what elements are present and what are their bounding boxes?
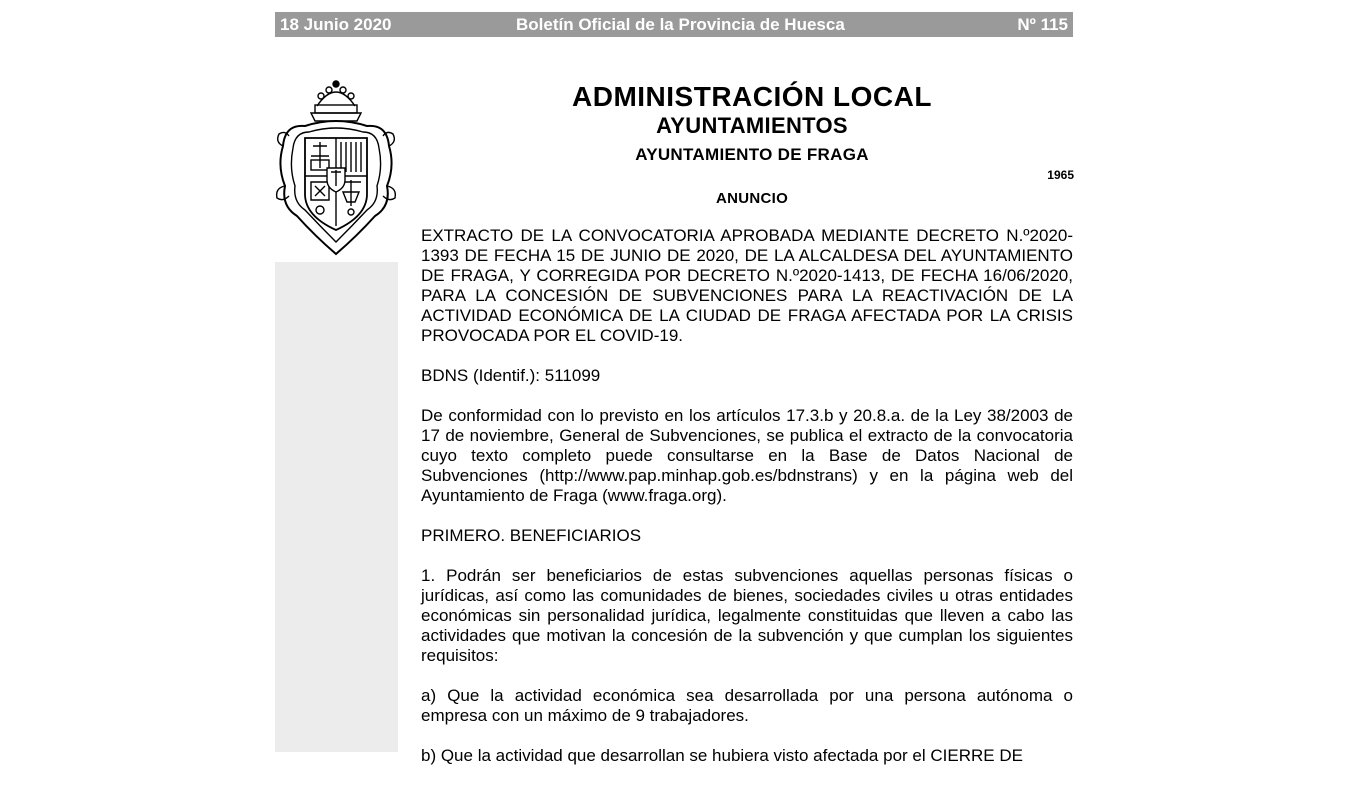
paragraph-requirement-a: a) Que la actividad económica sea desarrollada por una persona autónoma o empresa con un máximo de 9 trabajadores. — [421, 686, 1073, 725]
bulletin-number: Nº 115 — [1017, 15, 1068, 34]
left-margin-panel — [275, 262, 398, 752]
paragraph-heading-beneficiaries: PRIMERO. BENEFICIARIOS — [421, 526, 642, 545]
entity-name: AYUNTAMIENTO DE FRAGA — [635, 145, 869, 164]
bulletin-date: 18 Junio 2020 — [280, 15, 392, 34]
paragraph-bdns: BDNS (Identif.): 511099 — [421, 366, 601, 385]
paragraph-requirement-b: b) Que la actividad que desarrollan se hubiera visto afectada por el CIERRE DE — [421, 746, 1023, 765]
section-subtitle: AYUNTAMIENTOS — [656, 113, 848, 138]
bulletin-header-bar — [275, 12, 1073, 37]
bulletin-title: Boletín Oficial de la Provincia de Huesca — [516, 15, 845, 34]
paragraph-extract-title: EXTRACTO DE LA CONVOCATORIA APROBADA MEDIANTE DECRETO N.º2020-1393 DE FECHA 15 DE JUNIO DE 2020, DE LA ALCALDESA DEL AYUNTAMIENTO DE FRAGA, Y CORREGIDA POR DECRETO N.º2020-1413, DE FECHA 16/06/2020, PARA LA CONCESIÓN DE SUBVENCIONES PARA LA REACTIVACIÓN DE LA ACTIVIDAD ECONÓMICA DE LA CIUDAD DE FRAGA AFECTADA POR LA CRISIS PROVOCADA POR EL COVID-19. — [421, 226, 1073, 345]
announcement-body — [421, 226, 1073, 786]
announcement-number: 1965 — [1047, 168, 1074, 182]
coat-of-arms-icon — [275, 76, 398, 260]
paragraph-beneficiaries-1: 1. Podrán ser beneficiarios de estas subvenciones aquellas personas físicas o jurídicas, así como las comunidades de bienes, sociedades civiles u otras entidades económicas sin personalidad jurídica, legalmente constituidas que lleven a cabo las actividades que motivan la concesión de la subvención y que cumplan los siguientes requisitos: — [421, 566, 1073, 665]
announcement-label: ANUNCIO — [715, 190, 789, 207]
paragraph-conformity: De conformidad con lo previsto en los artículos 17.3.b y 20.8.a. de la Ley 38/2003 de 17 de noviembre, General de Subvenciones, se publica el extracto de la convocatoria cuyo texto completo puede consultarse en la Base de Datos Nacional de Subvenciones (http://www.pap.minhap.gob.es/bdnstrans) y en la página web del Ayuntamiento de Fraga (www.fraga.org). — [421, 406, 1073, 505]
section-title: ADMINISTRACIÓN LOCAL — [572, 81, 932, 112]
